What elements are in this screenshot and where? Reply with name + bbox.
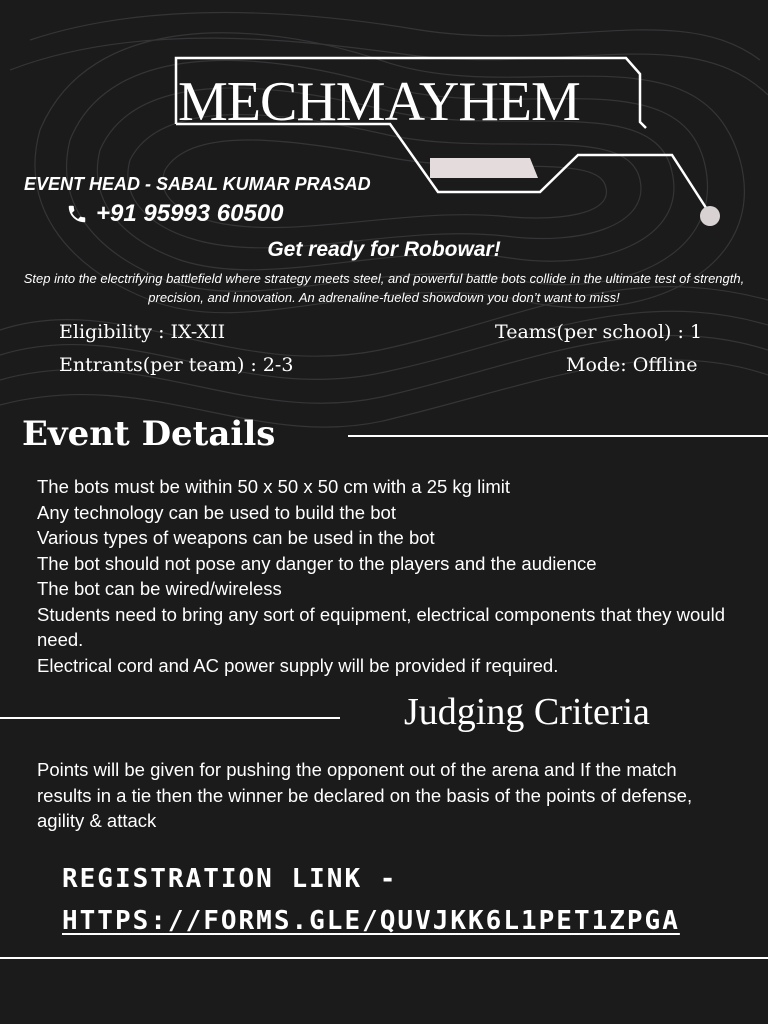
list-item: The bot can be wired/wireless <box>37 578 282 599</box>
judging-criteria-text: Points will be given for pushing the opponent out of the arena and If the match results in a tie then the winner be declared on the basis of the points of defense, agility & attack <box>37 759 693 831</box>
list-item: Various types of weapons can be used in the bot <box>37 527 435 548</box>
intro-paragraph: Step into the electrifying battlefield where strategy meets steel, and powerful battle bots collide in the ultimate test of strength, precision, and innovation. An adrenaline-fueled showdown you don’t want to miss! <box>23 271 745 305</box>
list-item: Students need to bring any sort of equipment, electrical components that they would need. <box>37 603 725 650</box>
list-item: Electrical cord and AC power supply will be provided if required. <box>37 654 559 676</box>
tagline: Get ready for Robowar! <box>267 238 501 261</box>
registration-link[interactable]: HTTPS://FORMS.GLE/QUVJKK6L1PET1ZPGA <box>62 906 680 936</box>
list-item: Any technology can be used to build the bot <box>37 501 396 523</box>
event-title: MECHMAYHEM <box>178 71 580 133</box>
phone-number: +91 95993 60500 <box>96 200 284 227</box>
phone-contact[interactable] <box>66 200 284 228</box>
eligibility: Eligibility : IX-XII <box>59 321 226 343</box>
list-item: The bot should not pose any danger to the players and the audience <box>37 552 597 574</box>
judging-criteria-heading: Judging Criteria <box>404 691 650 733</box>
frame-end-dot <box>700 206 720 226</box>
accent-bar <box>430 158 538 178</box>
event-details-heading: Event Details <box>22 414 276 454</box>
entrants-per-team: Entrants(per team) : 2-3 <box>59 354 294 376</box>
phone-icon <box>66 203 88 225</box>
divider-bottom <box>0 957 768 959</box>
divider-event-details <box>348 435 768 437</box>
event-head: EVENT HEAD - SABAL KUMAR PRASAD <box>24 174 371 194</box>
registration-label: REGISTRATION LINK - <box>62 864 398 894</box>
teams-per-school: Teams(per school) : 1 <box>495 321 703 343</box>
divider-judging <box>0 717 340 719</box>
list-item: The bots must be within 50 x 50 x 50 cm with a 25 kg limit <box>37 476 510 497</box>
mode: Mode: Offline <box>566 354 698 376</box>
event-details-list <box>37 474 737 678</box>
